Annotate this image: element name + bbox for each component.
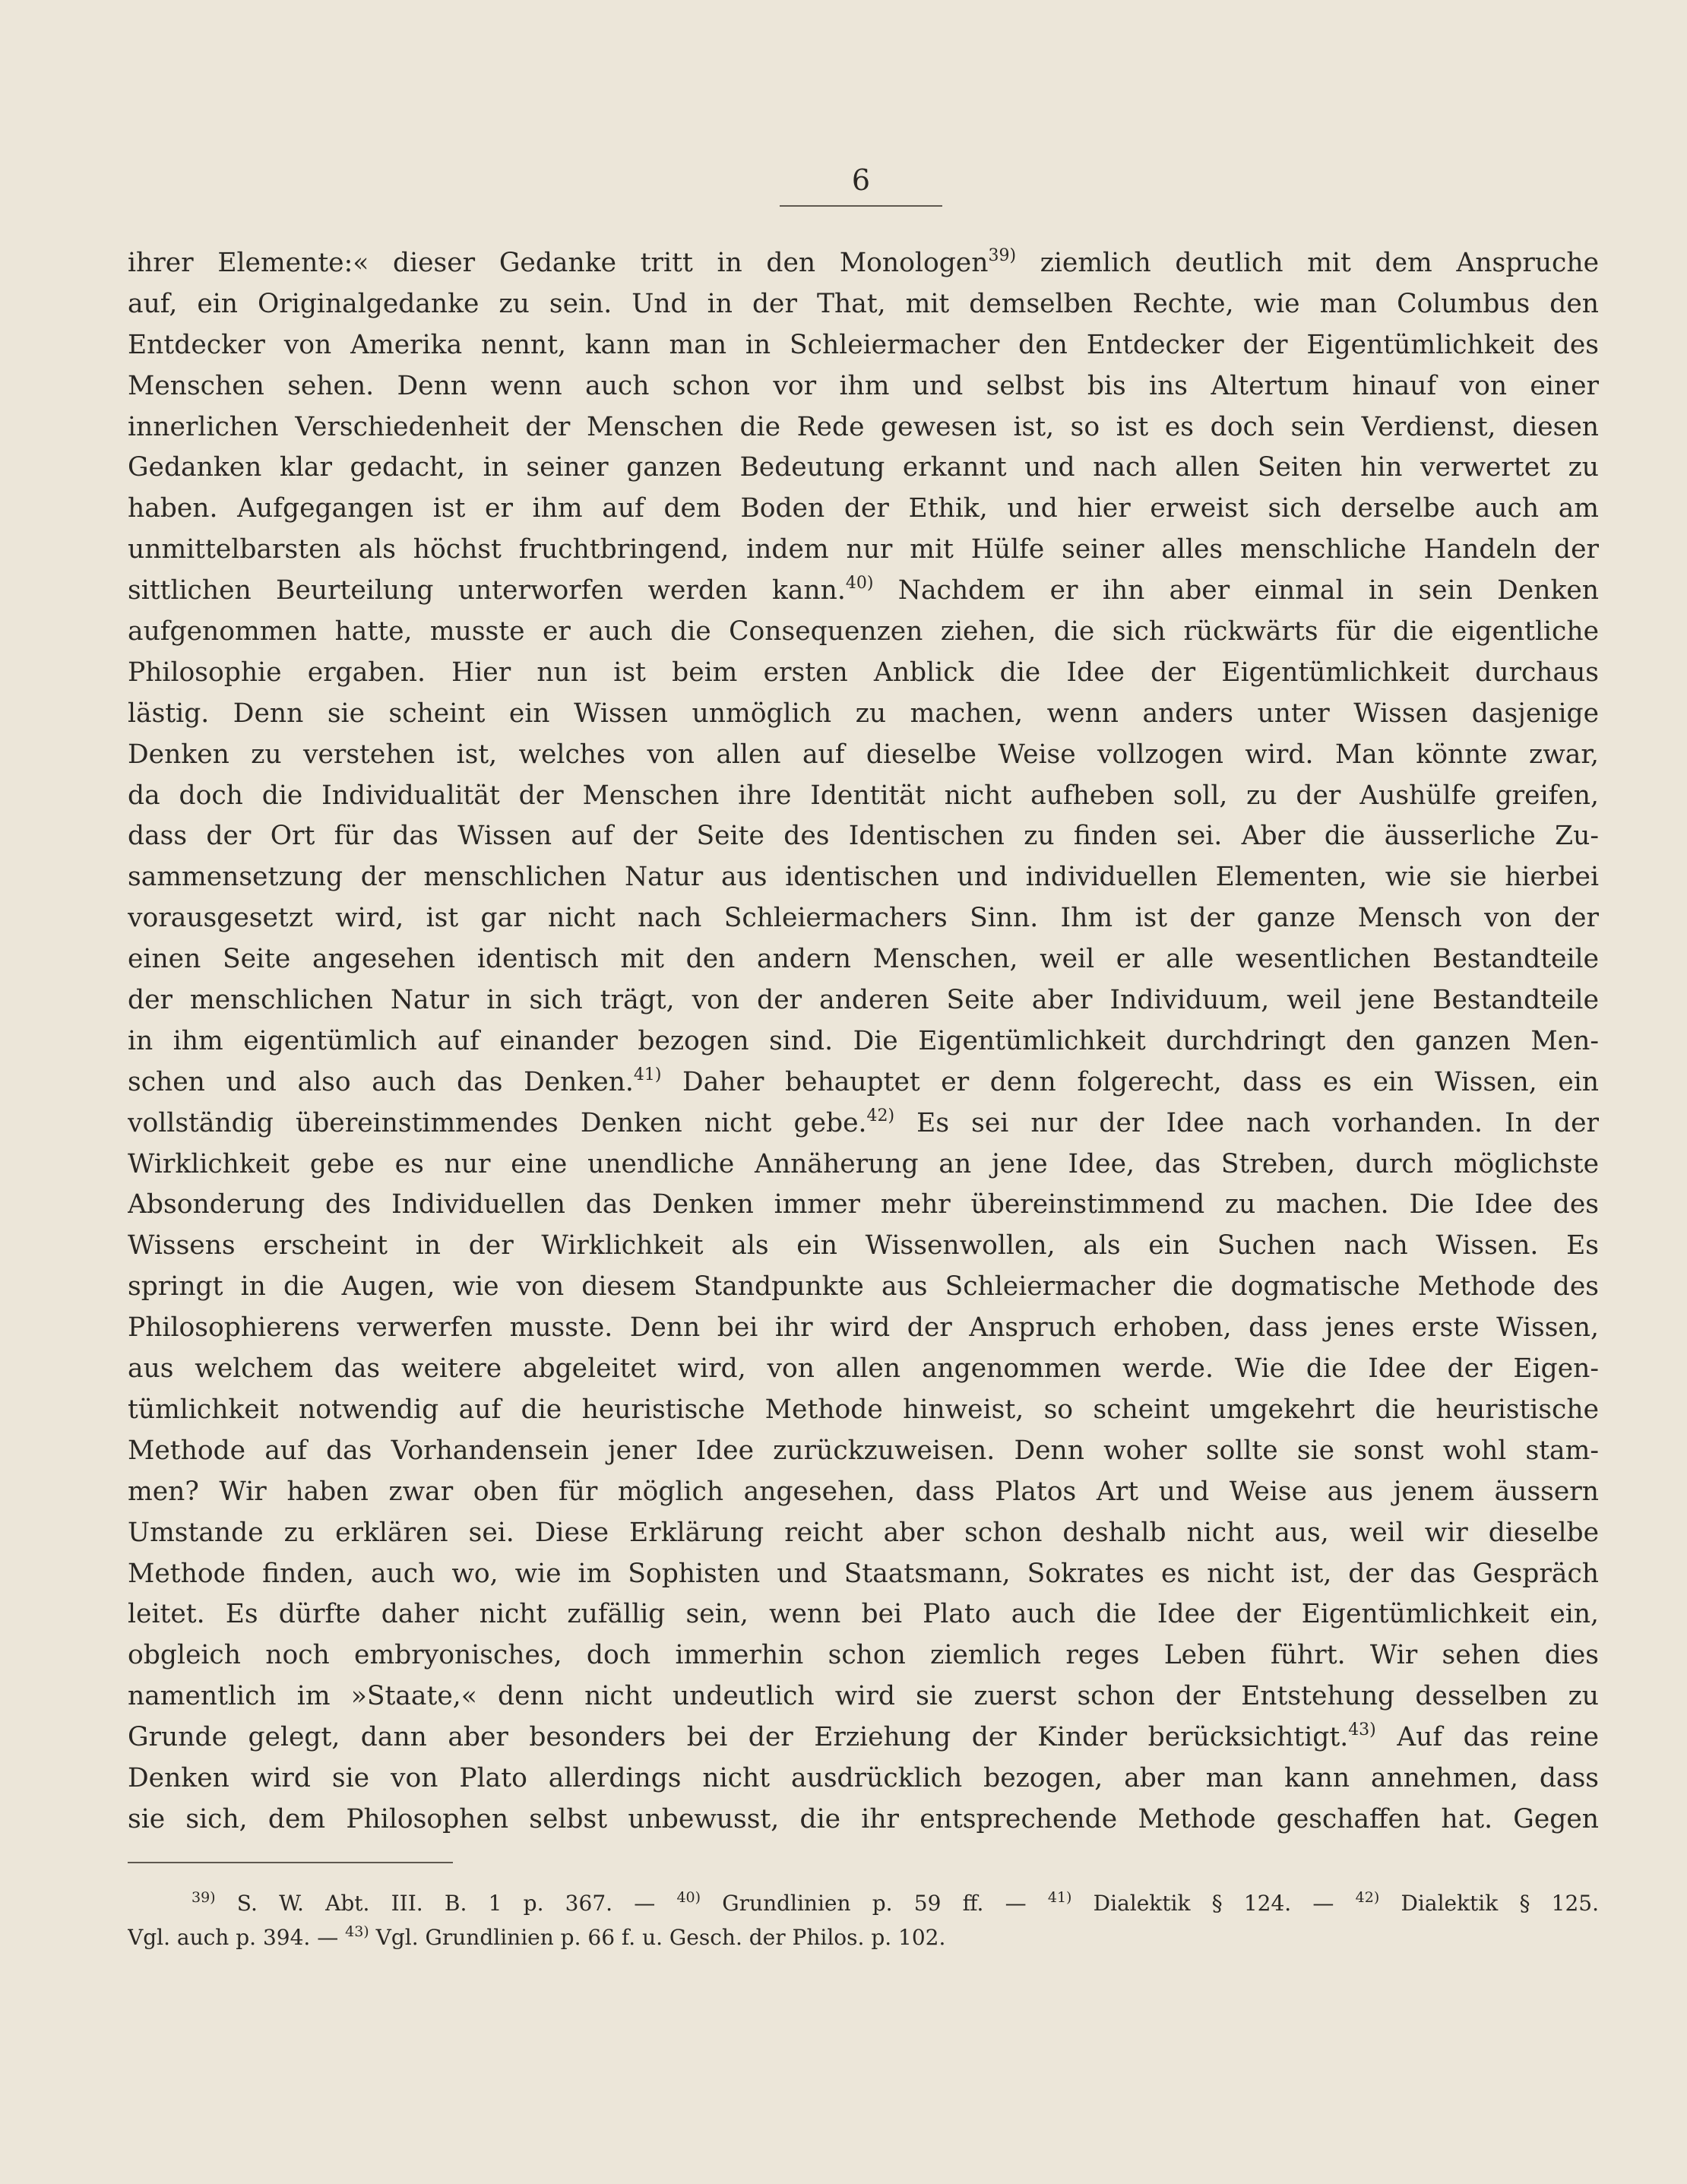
footnote-number: 42) [1355,1889,1380,1906]
text-line: Absonderung des Individuellen das Denken immer mehr übereinstimmend zu machen. Die Idee des [128,1189,1599,1220]
text-line: auf, ein Originalgedanke zu sein. Und in der That, mit demselben Rechte, wie man Columbus den [128,288,1599,319]
footnote-ref: 43) [1348,1720,1376,1740]
text-line: sittlichen Beurteilung unterworfen werden kann.$^{40)}$ Nachdem er ihn aber einmal in sein Denken [128,574,1599,606]
text-line: Wissens erscheint in der Wirklichkeit als ein Wissenwollen, als ein Suchen nach Wissen. Es [128,1230,1599,1261]
text-line: Grunde gelegt, dann aber besonders bei der Erziehung der Kinder berücksichtigt.$^{43)}$ Auf das reine [128,1720,1599,1753]
footnote-number: 41) [1047,1889,1072,1906]
text-line: Philosophie ergaben. Hier nun ist beim ersten Anblick die Idee der Eigentümlichkeit durchaus [128,657,1599,688]
footnote-line: Vgl. auch p. 394. — $^{43)}$ Vgl. Grundlinien p. 66 f. u. Gesch. der Philos. p. 102. [128,1923,946,1950]
footnote-line: $^{39)}$ S. W. Abt. III. B. 1 p. 367. — $^{40)}$ Grundlinien p. 59 ff. — $^{41)}$ Dialektik § 124. — $^{42)}$ Dialektik § 125. [191,1889,1599,1916]
text-line: Gedanken klar gedacht, in seiner ganzen Bedeutung erkannt und nach allen Seiten hin verwertet zu [128,452,1599,483]
footnotes [128,1886,1599,1955]
footnote-ref: 41) [633,1065,662,1084]
text-line: sammensetzung der menschlichen Natur aus identischen und individuellen Elementen, wie sie hierbei [128,862,1599,893]
footnote-ref: 40) [845,574,874,593]
text-line: Methode finden, auch wo, wie im Sophisten und Staatsmann, Sokrates es nicht ist, der das Gespräch [128,1558,1599,1589]
text-line: tümlichkeit notwendig auf die heuristische Methode hinweist, so scheint umgekehrt die heuristische [128,1394,1599,1425]
footnote-ref: 42) [866,1106,895,1125]
text-line: namentlich im »Staate,« denn nicht undeutlich wird sie zuerst schon der Entstehung desselben zu [128,1681,1599,1712]
text-line: sie sich, dem Philosophen selbst unbewusst, die ihr entsprechende Methode geschaffen hat. Gegen [128,1803,1599,1834]
text-line: Denken zu verstehen ist, welches von allen auf dieselbe Weise vollzogen wird. Man könnte zwar, [128,739,1599,770]
text-line: aus welchem das weitere abgeleitet wird, von allen angenommen werde. Wie die Idee der Eigen- [128,1353,1599,1385]
text-line: unmittelbarsten als höchst fruchtbringend, indem nur mit Hülfe seiner alles menschliche Handeln der [128,534,1599,565]
text-line: vollständig übereinstimmendes Denken nicht gebe.$^{42)}$ Es sei nur der Idee nach vorhanden. In der [128,1106,1599,1138]
text-line: obgleich noch embryonisches, doch immerhin schon ziemlich reges Leben führt. Wir sehen dies [128,1640,1599,1671]
text-line: Wirklichkeit gebe es nur eine unendliche Annäherung an jene Idee, das Streben, durch möglichste [128,1148,1599,1179]
page-number: 6 [851,163,871,197]
text-line: Menschen sehen. Denn wenn auch schon vor ihm und selbst bis ins Altertum hinauf von einer [128,370,1599,401]
footnote-number: 39) [191,1889,216,1906]
text-line: innerlichen Verschiedenheit der Menschen die Rede gewesen ist, so ist es doch sein Verdienst, diesen [128,411,1599,442]
footnote-ref: 39) [988,246,1017,265]
text-line: Umstande zu erklären sei. Diese Erklärung reicht aber schon deshalb nicht aus, weil wir dieselbe [128,1517,1599,1548]
footnote-number: 43) [345,1923,369,1940]
text-line: vorausgesetzt wird, ist gar nicht nach Schleiermachers Sinn. Ihm ist der ganze Mensch von der [128,903,1599,934]
page-number-rule [780,205,942,207]
text-line: in ihm eigentümlich auf einander bezogen sind. Die Eigentümlichkeit durchdringt den ganzen Men- [128,1025,1599,1056]
footnote-separator [128,1862,453,1863]
text-line: leitet. Es dürfte daher nicht zufällig sein, wenn bei Plato auch die Idee der Eigentümlichkeit ein, [128,1599,1599,1630]
text-line: aufgenommen hatte, musste er auch die Consequenzen ziehen, die sich rückwärts für die eigentliche [128,616,1599,647]
text-line: Philosophierens verwerfen musste. Denn bei ihr wird der Anspruch erhoben, dass jenes erste Wissen, [128,1312,1599,1344]
text-line: haben. Aufgegangen ist er ihm auf dem Boden der Ethik, und hier erweist sich derselbe auch am [128,493,1599,524]
text-line: Methode auf das Vorhandensein jener Idee zurückzuweisen. Denn woher sollte sie sonst wohl stam- [128,1435,1599,1466]
footnote-number: 40) [676,1889,701,1906]
text-line: ihrer Elemente:« dieser Gedanke tritt in den Monologen$^{39)}$ ziemlich deutlich mit dem Anspruche [128,246,1599,278]
text-line: der menschlichen Natur in sich trägt, von der anderen Seite aber Individuum, weil jene Bestandteile [128,985,1599,1016]
body-text [128,243,1599,1841]
text-line: springt in die Augen, wie von diesem Standpunkte aus Schleiermacher die dogmatische Methode des [128,1271,1599,1302]
text-line: Entdecker von Amerika nennt, kann man in Schleiermacher den Entdecker der Eigentümlichkeit des [128,329,1599,360]
text-line: men? Wir haben zwar oben für möglich angesehen, dass Platos Art und Weise aus jenem äussern [128,1476,1599,1507]
text-line: lästig. Denn sie scheint ein Wissen unmöglich zu machen, wenn anders unter Wissen dasjenige [128,698,1599,729]
text-line: schen und also auch das Denken.$^{41)}$ Daher behauptet er denn folgerecht, dass es ein Wissen, ein [128,1065,1599,1097]
text-line: Denken wird sie von Plato allerdings nicht ausdrücklich bezogen, aber man kann annehmen, dass [128,1762,1599,1793]
text-line: dass der Ort für das Wissen auf der Seite des Identischen zu finden sei. Aber die äusserliche Zu- [128,821,1599,852]
text-line: da doch die Individualität der Menschen ihre Identität nicht aufheben soll, zu der Aushülfe greifen, [128,780,1599,811]
text-line: einen Seite angesehen identisch mit den andern Menschen, weil er alle wesentlichen Bestandteile [128,944,1599,975]
